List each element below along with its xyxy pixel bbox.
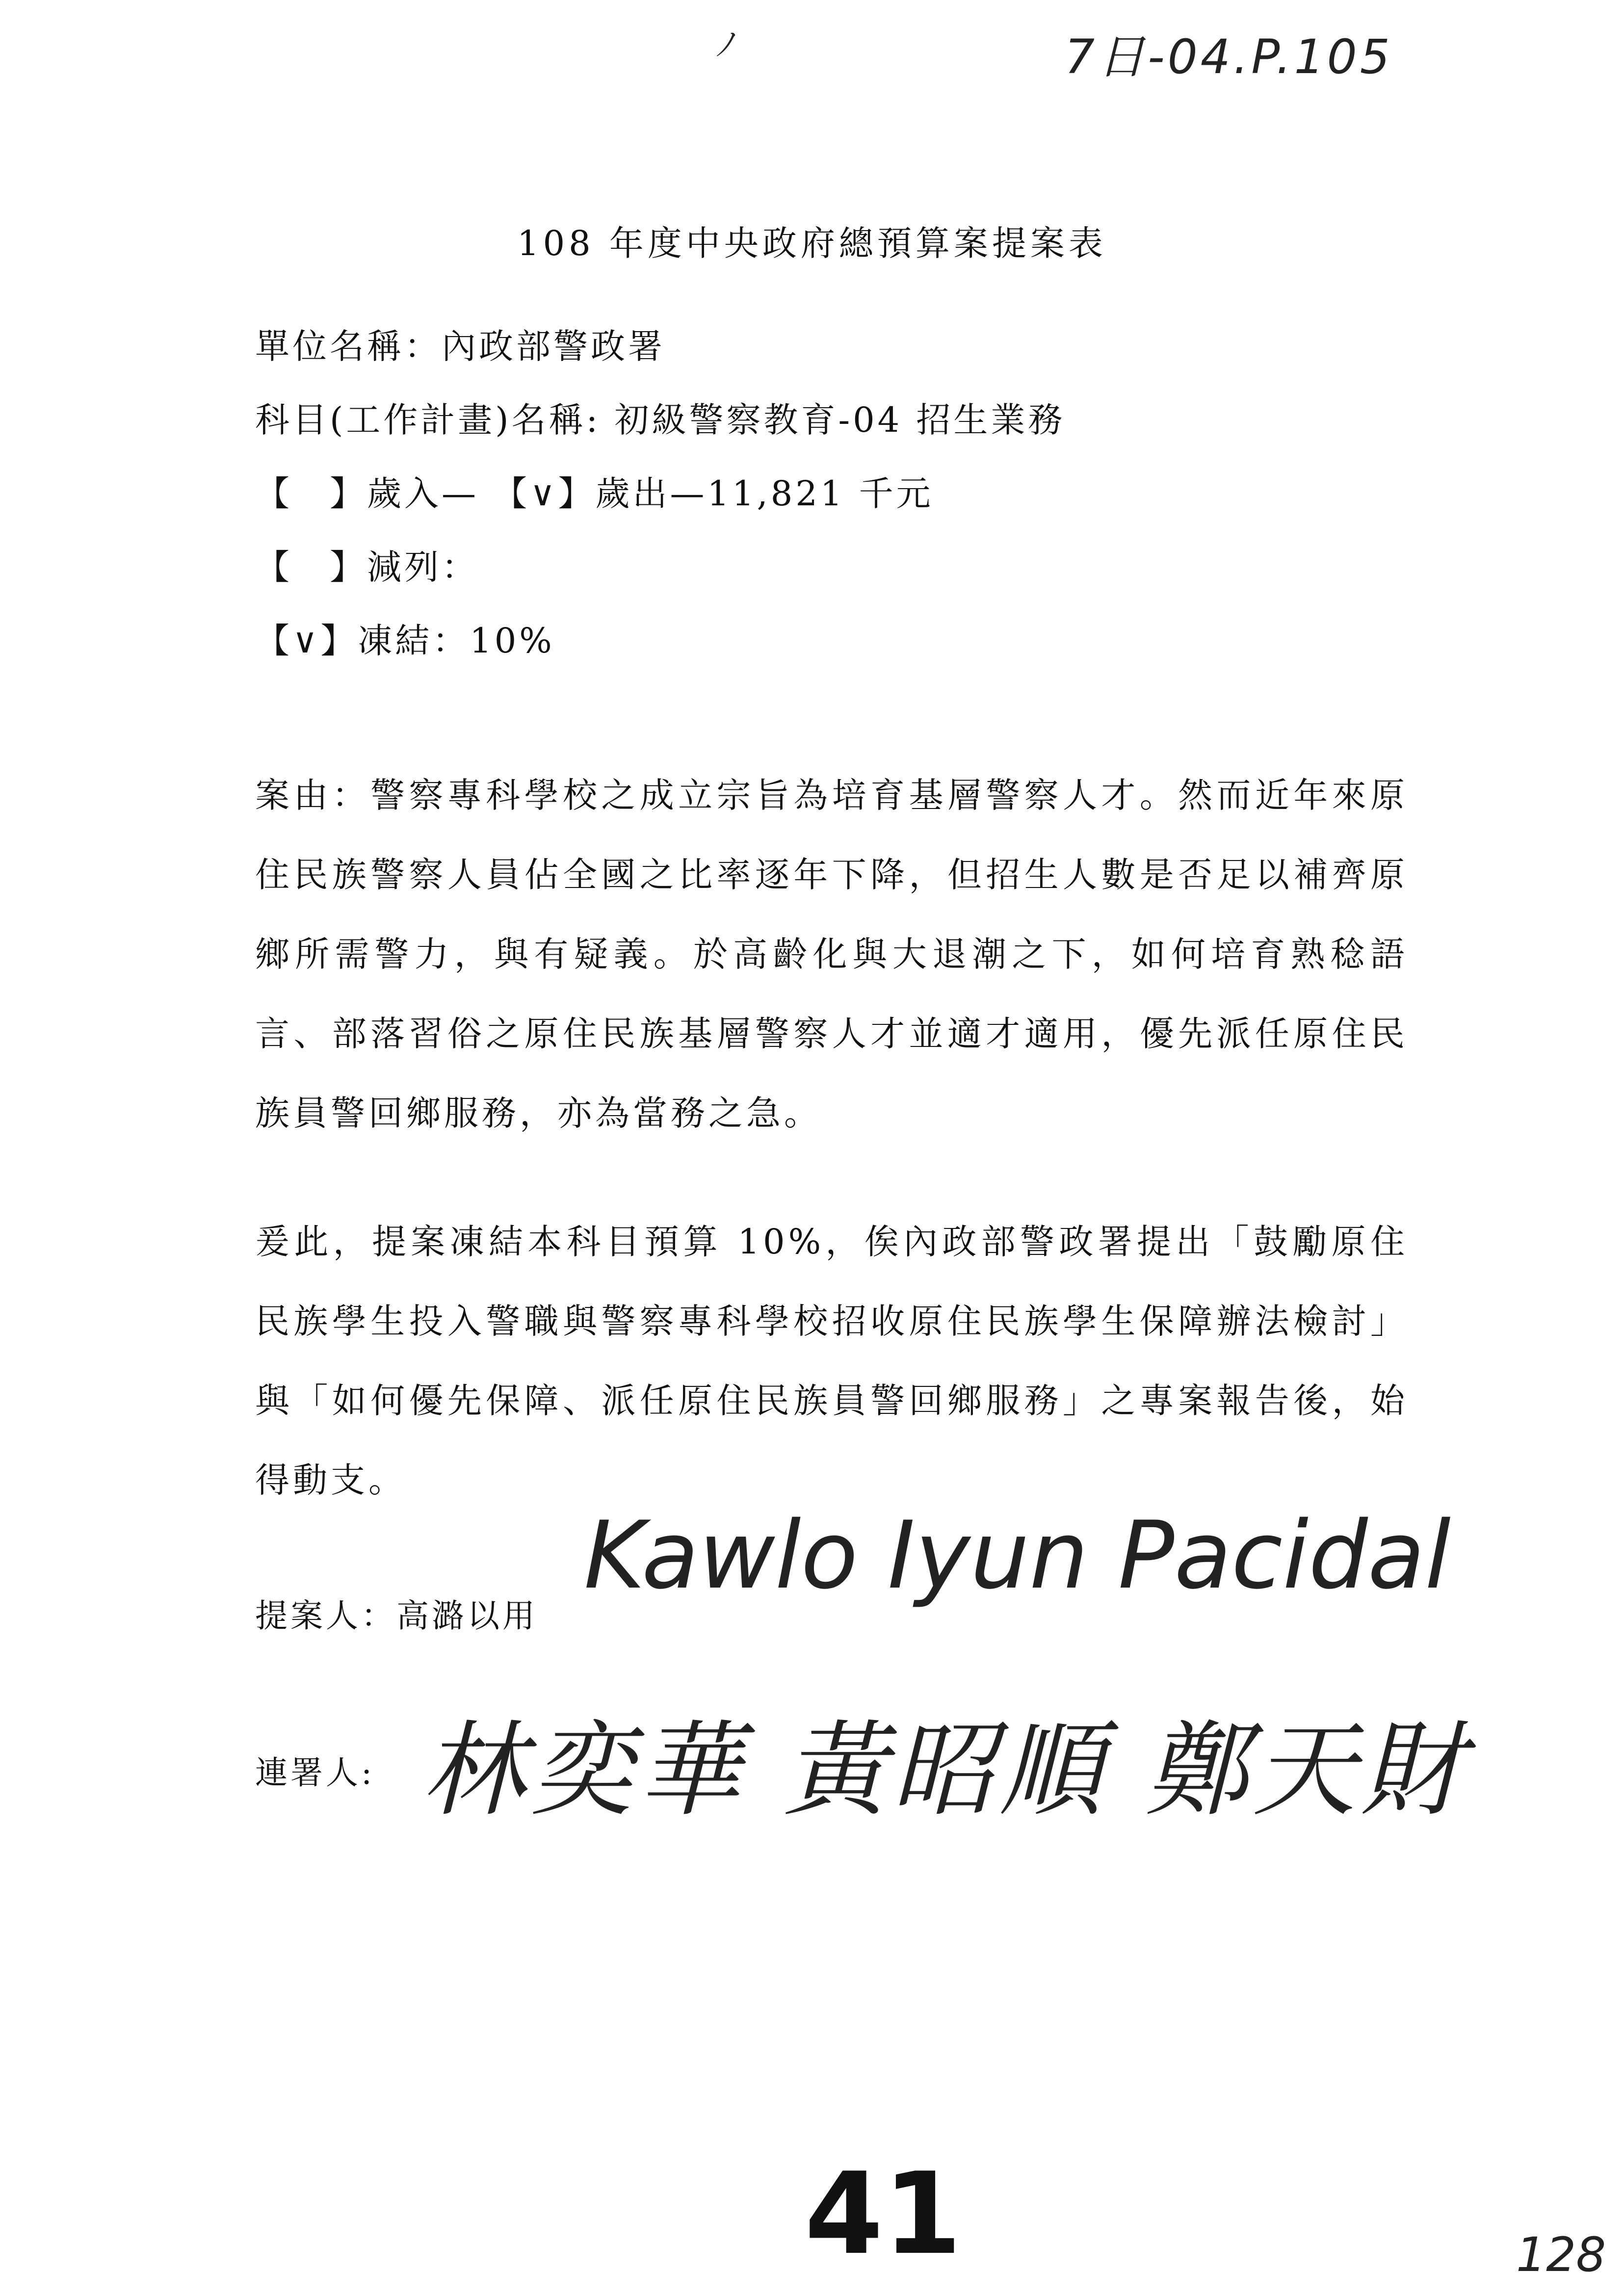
subject-name-field: 科目(工作計畫)名稱: 初級警察教育-04 招生業務 [255, 400, 1066, 440]
cosigners-label: 連署人: [255, 1754, 375, 1792]
revenue-expense-field: 【 】歲入— 【∨】歲出—11,821 千元 [255, 473, 934, 514]
proposer-signature: Kawlo Iyun Pacidal [584, 1501, 1451, 1610]
cosigners-signature: 林奕華 黃昭順 鄭天財 [422, 1710, 1469, 1830]
freeze-field: 【∨】凍結：10% [255, 621, 555, 661]
top-handwritten-mark: ﾉ [716, 27, 732, 63]
reason-paragraph: 案由：警察專科學校之成立宗旨為培育基層警察人才。然而近年來原住民族警察人員佔全國之比率逐年下降，但招生人數是否足以補齊原鄉所需警力，與有疑義。於高齡化與大退潮之下，如何培育熟稔語言、部落習俗之原住民族基層警察人才並適才適用，優先派任原住民族員警回鄉服務，亦為當務之急。 [255, 775, 1408, 1133]
resolution-paragraph: 爰此，提案凍結本科目預算 10%，俟內政部警政署提出「鼓勵原住民族學生投入警職與警察專科學校招收原住民族學生保障辦法檢討」與「如何優先保障、派任原住民族員警回鄉服務」之專案報告後，始得動支。 [255, 1222, 1408, 1500]
corner-handwritten-note: 128 [1516, 2227, 1606, 2282]
document-title: 108 年度中央政府總預算案提案表 [517, 223, 1107, 263]
page-number: 41 [805, 2149, 962, 2280]
unit-name-field: 單位名稱：內政部警政署 [255, 326, 665, 366]
handwritten-page-reference: 7日-04.P.105 [1065, 29, 1393, 84]
proposer-label: 提案人：高潞以用 [255, 1597, 538, 1635]
reduction-field: 【 】減列： [255, 547, 479, 587]
